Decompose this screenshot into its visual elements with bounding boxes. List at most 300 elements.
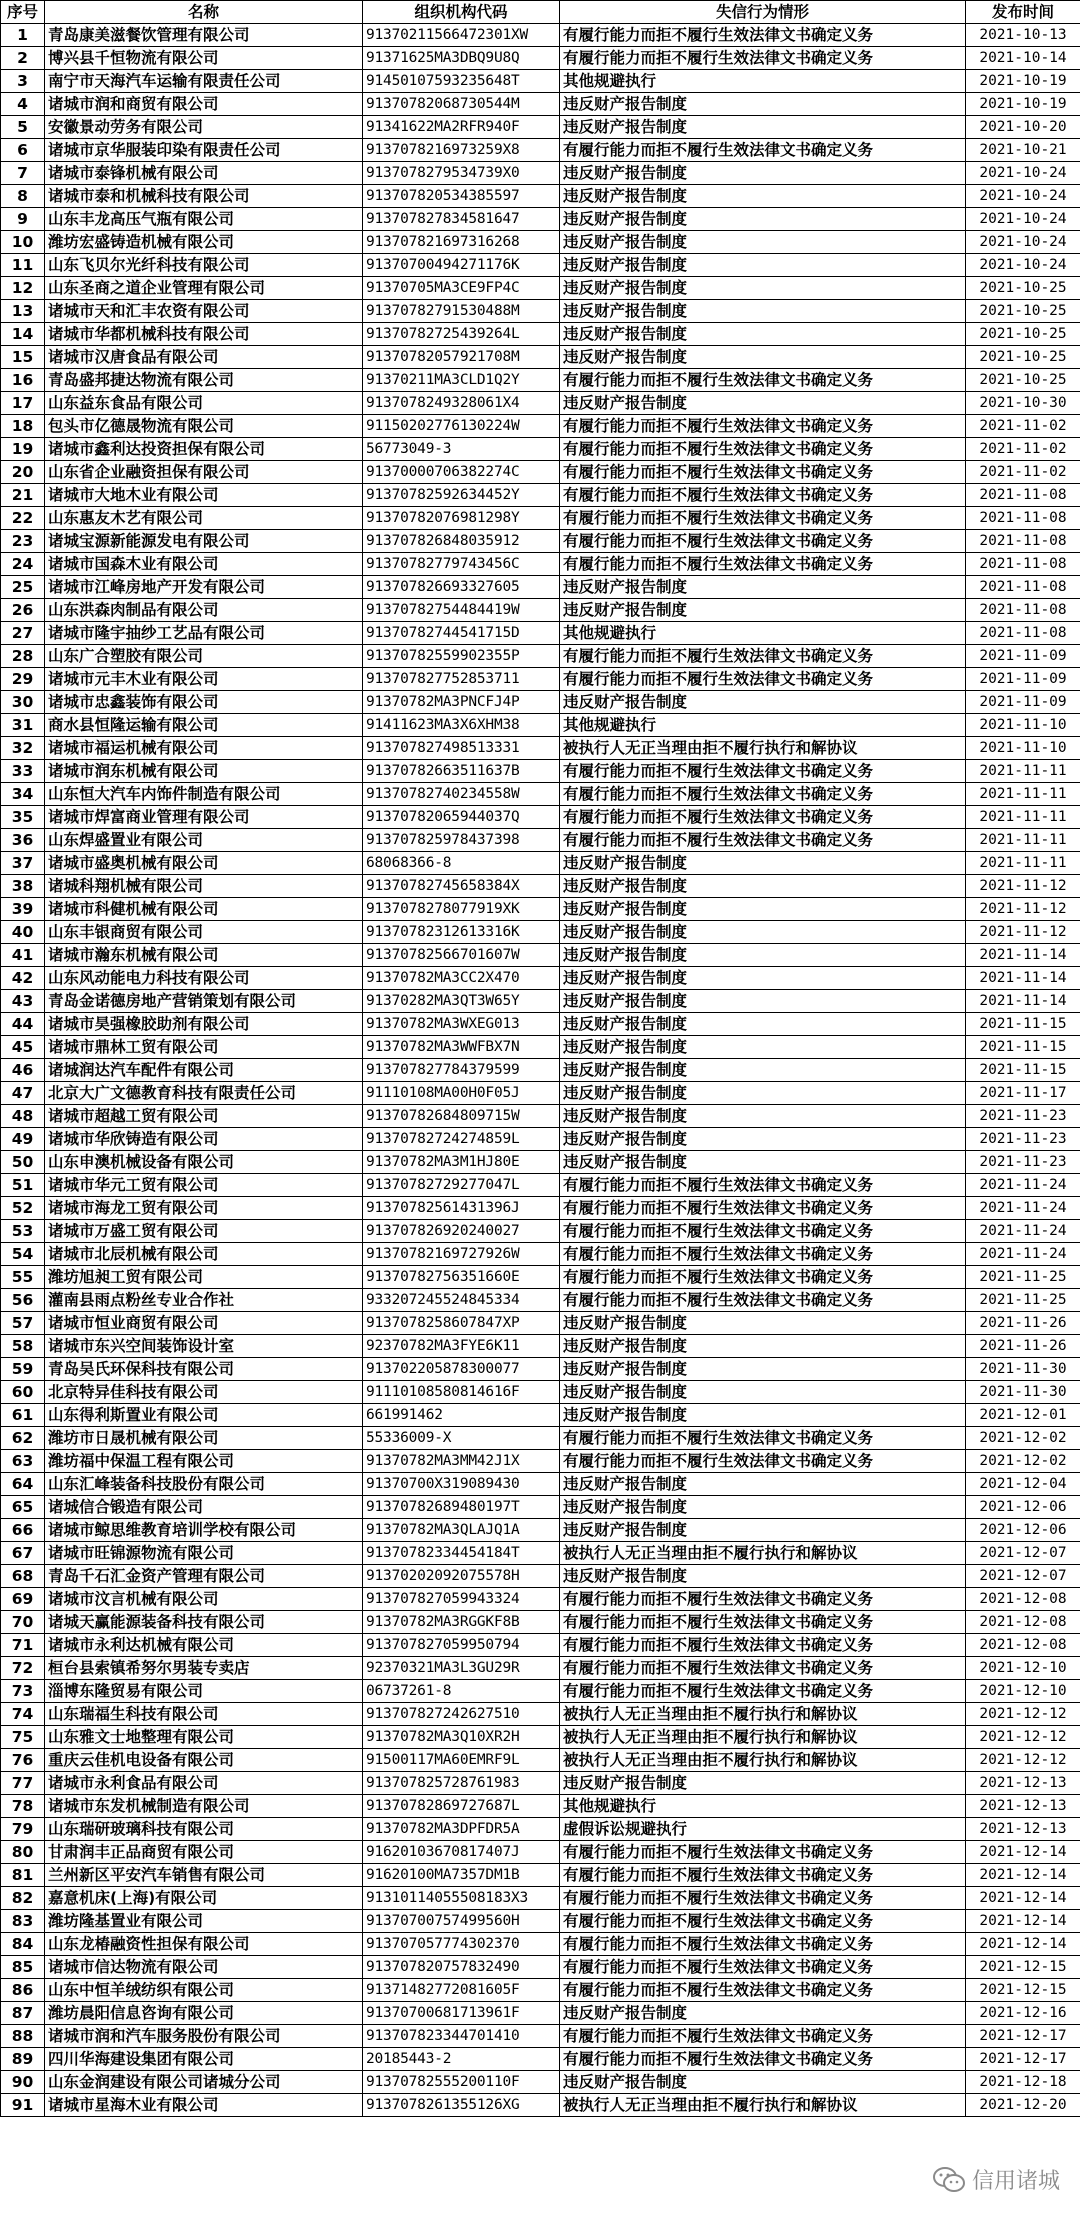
violation-type: 有履行能力而拒不履行生效法律文书确定义务	[560, 1634, 966, 1657]
table-row	[1, 691, 1080, 714]
publish-date: 2021-11-24	[966, 1243, 1080, 1266]
org-code: 91411623MA3X6XHM38	[363, 714, 560, 737]
publish-date: 2021-10-24	[966, 231, 1080, 254]
row-index: 8	[1, 185, 45, 208]
publish-date: 2021-12-08	[966, 1611, 1080, 1634]
org-code: 91310114055508183X3	[363, 1887, 560, 1910]
violation-type: 有履行能力而拒不履行生效法律文书确定义务	[560, 829, 966, 852]
company-name: 诸城市天和汇丰农资有限公司	[45, 300, 363, 323]
company-name: 青岛金诺德房地产营销策划有限公司	[45, 990, 363, 1013]
row-index: 19	[1, 438, 45, 461]
row-index: 50	[1, 1151, 45, 1174]
row-index: 44	[1, 1013, 45, 1036]
row-index: 76	[1, 1749, 45, 1772]
publish-date: 2021-11-02	[966, 438, 1080, 461]
publish-date: 2021-11-11	[966, 829, 1080, 852]
violation-type: 违反财产报告制度	[560, 576, 966, 599]
table-row	[1, 1335, 1080, 1358]
org-code: 913707827059950794	[363, 1634, 560, 1657]
row-index: 9	[1, 208, 45, 231]
company-name: 诸城市华欣铸造有限公司	[45, 1128, 363, 1151]
publish-date: 2021-12-13	[966, 1772, 1080, 1795]
table-row	[1, 392, 1080, 415]
violation-type: 被执行人无正当理由拒不履行执行和解协议	[560, 737, 966, 760]
violation-type: 被执行人无正当理由拒不履行执行和解协议	[560, 1749, 966, 1772]
publish-date: 2021-11-24	[966, 1174, 1080, 1197]
table-row	[1, 1220, 1080, 1243]
table-row	[1, 990, 1080, 1013]
company-name: 青岛康美滋餐饮管理有限公司	[45, 24, 363, 47]
org-code: 91150202776130224W	[363, 415, 560, 438]
table-row	[1, 1381, 1080, 1404]
company-name: 山东风动能电力科技有限公司	[45, 967, 363, 990]
violation-type: 有履行能力而拒不履行生效法律文书确定义务	[560, 484, 966, 507]
header-name: 名称	[45, 1, 363, 24]
publish-date: 2021-11-14	[966, 990, 1080, 1013]
table-row	[1, 1059, 1080, 1082]
violation-type: 违反财产报告制度	[560, 1059, 966, 1082]
company-name: 山东洪森肉制品有限公司	[45, 599, 363, 622]
publish-date: 2021-11-08	[966, 484, 1080, 507]
publish-date: 2021-12-12	[966, 1726, 1080, 1749]
org-code: 913707826848035912	[363, 530, 560, 553]
table-row	[1, 645, 1080, 668]
violation-type: 违反财产报告制度	[560, 1404, 966, 1427]
publish-date: 2021-12-16	[966, 2002, 1080, 2025]
table-row	[1, 921, 1080, 944]
violation-type: 违反财产报告制度	[560, 1082, 966, 1105]
org-code: 91370782MA3DPFDR5A	[363, 1818, 560, 1841]
table-row	[1, 967, 1080, 990]
row-index: 82	[1, 1887, 45, 1910]
table-row	[1, 1358, 1080, 1381]
row-index: 73	[1, 1680, 45, 1703]
table-row	[1, 1795, 1080, 1818]
company-name: 诸城市忠鑫装饰有限公司	[45, 691, 363, 714]
publish-date: 2021-11-15	[966, 1059, 1080, 1082]
publish-date: 2021-10-25	[966, 323, 1080, 346]
company-name: 青岛吴氏环保科技有限公司	[45, 1358, 363, 1381]
violation-type: 被执行人无正当理由拒不履行执行和解协议	[560, 1703, 966, 1726]
row-index: 27	[1, 622, 45, 645]
table-row	[1, 852, 1080, 875]
row-index: 88	[1, 2025, 45, 2048]
table-row	[1, 185, 1080, 208]
org-code: 91370782MA3WWFBX7N	[363, 1036, 560, 1059]
org-code: 91370782729277047L	[363, 1174, 560, 1197]
org-code: 91370782566701607W	[363, 944, 560, 967]
company-name: 北京特异佳科技有限公司	[45, 1381, 363, 1404]
violation-type: 有履行能力而拒不履行生效法律文书确定义务	[560, 1174, 966, 1197]
row-index: 12	[1, 277, 45, 300]
row-index: 35	[1, 806, 45, 829]
table-row	[1, 1013, 1080, 1036]
violation-type: 违反财产报告制度	[560, 1151, 966, 1174]
org-code: 92370321MA3L3GU29R	[363, 1657, 560, 1680]
org-code: 913707827242627510	[363, 1703, 560, 1726]
row-index: 40	[1, 921, 45, 944]
violation-type: 违反财产报告制度	[560, 254, 966, 277]
publish-date: 2021-11-09	[966, 645, 1080, 668]
violation-type: 有履行能力而拒不履行生效法律文书确定义务	[560, 2048, 966, 2071]
org-code: 9137078278077919XK	[363, 898, 560, 921]
org-code: 91370705MA3CE9FP4C	[363, 277, 560, 300]
publish-date: 2021-11-14	[966, 944, 1080, 967]
violation-type: 违反财产报告制度	[560, 967, 966, 990]
violation-type: 违反财产报告制度	[560, 346, 966, 369]
company-name: 诸城天赢能源装备科技有限公司	[45, 1611, 363, 1634]
violation-type: 违反财产报告制度	[560, 1473, 966, 1496]
org-code: 9137078249328061X4	[363, 392, 560, 415]
org-code: 913707827498513331	[363, 737, 560, 760]
row-index: 39	[1, 898, 45, 921]
org-code: 91370000706382274C	[363, 461, 560, 484]
table-row	[1, 898, 1080, 921]
table-row	[1, 737, 1080, 760]
org-code: 91370782MA3Q10XR2H	[363, 1726, 560, 1749]
company-name: 诸城市华元工贸有限公司	[45, 1174, 363, 1197]
publish-date: 2021-11-11	[966, 783, 1080, 806]
company-name: 诸城市福运机械有限公司	[45, 737, 363, 760]
violation-type: 有履行能力而拒不履行生效法律文书确定义务	[560, 1289, 966, 1312]
violation-type: 违反财产报告制度	[560, 300, 966, 323]
company-name: 安徽景动劳务有限公司	[45, 116, 363, 139]
violation-type: 违反财产报告制度	[560, 231, 966, 254]
row-index: 21	[1, 484, 45, 507]
violation-type: 其他规避执行	[560, 70, 966, 93]
row-index: 89	[1, 2048, 45, 2071]
row-index: 87	[1, 2002, 45, 2025]
publish-date: 2021-11-17	[966, 1082, 1080, 1105]
org-code: 91500117MA60EMRF9L	[363, 1749, 560, 1772]
violation-type: 违反财产报告制度	[560, 1772, 966, 1795]
row-index: 52	[1, 1197, 45, 1220]
violation-type: 有履行能力而拒不履行生效法律文书确定义务	[560, 1956, 966, 1979]
publish-date: 2021-10-14	[966, 47, 1080, 70]
company-name: 山东焊盛置业有限公司	[45, 829, 363, 852]
publish-date: 2021-12-17	[966, 2025, 1080, 2048]
org-code: 91370782MA3M1HJ80E	[363, 1151, 560, 1174]
row-index: 62	[1, 1427, 45, 1450]
org-code: 91370700X319089430	[363, 1473, 560, 1496]
company-name: 山东飞贝尔光纤科技有限公司	[45, 254, 363, 277]
violation-type: 有履行能力而拒不履行生效法律文书确定义务	[560, 139, 966, 162]
row-index: 11	[1, 254, 45, 277]
row-index: 68	[1, 1565, 45, 1588]
org-code: 91370782MA3CC2X470	[363, 967, 560, 990]
company-name: 诸城市润东机械有限公司	[45, 760, 363, 783]
publish-date: 2021-10-24	[966, 185, 1080, 208]
table-body	[1, 24, 1080, 2117]
row-index: 38	[1, 875, 45, 898]
org-code: 91450107593235648T	[363, 70, 560, 93]
publish-date: 2021-11-12	[966, 898, 1080, 921]
violation-type: 有履行能力而拒不履行生效法律文书确定义务	[560, 461, 966, 484]
company-name: 诸城信合锻造有限公司	[45, 1496, 363, 1519]
row-index: 1	[1, 24, 45, 47]
table-row	[1, 162, 1080, 185]
publish-date: 2021-11-08	[966, 622, 1080, 645]
violation-type: 违反财产报告制度	[560, 208, 966, 231]
row-index: 60	[1, 1381, 45, 1404]
publish-date: 2021-11-12	[966, 875, 1080, 898]
table-row	[1, 1657, 1080, 1680]
row-index: 48	[1, 1105, 45, 1128]
violation-type: 有履行能力而拒不履行生效法律文书确定义务	[560, 1657, 966, 1680]
table-row	[1, 599, 1080, 622]
row-index: 72	[1, 1657, 45, 1680]
org-code: 91370782744541715D	[363, 622, 560, 645]
publish-date: 2021-10-30	[966, 392, 1080, 415]
publish-date: 2021-12-10	[966, 1657, 1080, 1680]
violation-type: 被执行人无正当理由拒不履行执行和解协议	[560, 2094, 966, 2117]
company-name: 诸城市星海木业有限公司	[45, 2094, 363, 2117]
company-name: 诸城市信达物流有限公司	[45, 1956, 363, 1979]
company-name: 博兴县千恒物流有限公司	[45, 47, 363, 70]
company-name: 诸城市隆宇抽纱工艺品有限公司	[45, 622, 363, 645]
publish-date: 2021-11-15	[966, 1013, 1080, 1036]
publish-date: 2021-11-24	[966, 1220, 1080, 1243]
row-index: 74	[1, 1703, 45, 1726]
table-row	[1, 254, 1080, 277]
publish-date: 2021-11-11	[966, 806, 1080, 829]
company-name: 山东丰龙高压气瓶有限公司	[45, 208, 363, 231]
publish-date: 2021-10-21	[966, 139, 1080, 162]
org-code: 913707823344701410	[363, 2025, 560, 2048]
table-row	[1, 507, 1080, 530]
publish-date: 2021-12-14	[966, 1864, 1080, 1887]
publish-date: 2021-12-13	[966, 1795, 1080, 1818]
row-index: 31	[1, 714, 45, 737]
row-index: 37	[1, 852, 45, 875]
publish-date: 2021-12-12	[966, 1749, 1080, 1772]
violation-type: 有履行能力而拒不履行生效法律文书确定义务	[560, 1933, 966, 1956]
publish-date: 2021-12-08	[966, 1634, 1080, 1657]
row-index: 25	[1, 576, 45, 599]
org-code: 913707820757832490	[363, 1956, 560, 1979]
header-violation: 失信行为情形	[560, 1, 966, 24]
company-name: 诸城润达汽车配件有限公司	[45, 1059, 363, 1082]
publish-date: 2021-12-02	[966, 1427, 1080, 1450]
row-index: 5	[1, 116, 45, 139]
violation-type: 有履行能力而拒不履行生效法律文书确定义务	[560, 1427, 966, 1450]
violation-type: 其他规避执行	[560, 622, 966, 645]
company-name: 诸城市泰和机械科技有限公司	[45, 185, 363, 208]
row-index: 42	[1, 967, 45, 990]
violation-type: 有履行能力而拒不履行生效法律文书确定义务	[560, 47, 966, 70]
table-row	[1, 806, 1080, 829]
company-name: 青岛盛邦捷达物流有限公司	[45, 369, 363, 392]
org-code: 91370202092075578H	[363, 1565, 560, 1588]
company-name: 山东恒大汽车内饰件制造有限公司	[45, 783, 363, 806]
row-index: 20	[1, 461, 45, 484]
company-name: 灌南县雨点粉丝专业合作社	[45, 1289, 363, 1312]
violation-type: 有履行能力而拒不履行生效法律文书确定义务	[560, 553, 966, 576]
org-code: 91370211566472301XW	[363, 24, 560, 47]
org-code: 91370782169727926W	[363, 1243, 560, 1266]
company-name: 兰州新区平安汽车销售有限公司	[45, 1864, 363, 1887]
org-code: 92370782MA3FYE6K11	[363, 1335, 560, 1358]
row-index: 57	[1, 1312, 45, 1335]
publish-date: 2021-12-06	[966, 1519, 1080, 1542]
row-index: 28	[1, 645, 45, 668]
publish-date: 2021-11-08	[966, 507, 1080, 530]
table-row	[1, 1772, 1080, 1795]
table-row	[1, 1933, 1080, 1956]
table-row	[1, 783, 1080, 806]
violation-type: 违反财产报告制度	[560, 944, 966, 967]
wechat-icon	[932, 2165, 966, 2195]
row-index: 3	[1, 70, 45, 93]
company-name: 诸城市海龙工贸有限公司	[45, 1197, 363, 1220]
org-code: 913707827059943324	[363, 1588, 560, 1611]
table-row	[1, 1174, 1080, 1197]
row-index: 14	[1, 323, 45, 346]
org-code: 9137078279534739X0	[363, 162, 560, 185]
violation-type: 违反财产报告制度	[560, 921, 966, 944]
company-name: 诸城市鲸思维教育培训学校有限公司	[45, 1519, 363, 1542]
org-code: 91370782745658384X	[363, 875, 560, 898]
publish-date: 2021-12-14	[966, 1910, 1080, 1933]
org-code: 913707827834581647	[363, 208, 560, 231]
row-index: 43	[1, 990, 45, 1013]
violation-type: 其他规避执行	[560, 1795, 966, 1818]
publish-date: 2021-12-06	[966, 1496, 1080, 1519]
violation-type: 被执行人无正当理由拒不履行执行和解协议	[560, 1726, 966, 1749]
table-row	[1, 2094, 1080, 2117]
table-row	[1, 1197, 1080, 1220]
row-index: 65	[1, 1496, 45, 1519]
company-name: 四川华海建设集团有限公司	[45, 2048, 363, 2071]
org-code: 933207245524845334	[363, 1289, 560, 1312]
company-name: 山东瑞福生科技有限公司	[45, 1703, 363, 1726]
company-name: 诸城市泰锋机械有限公司	[45, 162, 363, 185]
table-row	[1, 1082, 1080, 1105]
publish-date: 2021-12-07	[966, 1542, 1080, 1565]
row-index: 41	[1, 944, 45, 967]
org-code: 56773049-3	[363, 438, 560, 461]
violation-type: 违反财产报告制度	[560, 1013, 966, 1036]
violation-type: 有履行能力而拒不履行生效法律文书确定义务	[560, 415, 966, 438]
org-code: 913707821697316268	[363, 231, 560, 254]
row-index: 32	[1, 737, 45, 760]
org-code: 661991462	[363, 1404, 560, 1427]
table-row	[1, 2071, 1080, 2094]
table-row	[1, 438, 1080, 461]
company-name: 重庆云佳机电设备有限公司	[45, 1749, 363, 1772]
table-row	[1, 944, 1080, 967]
row-index: 59	[1, 1358, 45, 1381]
table-row	[1, 484, 1080, 507]
org-code: 9137078216973259X8	[363, 139, 560, 162]
publish-date: 2021-12-14	[966, 1933, 1080, 1956]
row-index: 79	[1, 1818, 45, 1841]
violation-type: 违反财产报告制度	[560, 162, 966, 185]
table-row	[1, 1151, 1080, 1174]
company-name: 诸城市鑫利达投资担保有限公司	[45, 438, 363, 461]
violation-type: 违反财产报告制度	[560, 599, 966, 622]
violation-type: 有履行能力而拒不履行生效法律文书确定义务	[560, 645, 966, 668]
publish-date: 2021-10-20	[966, 116, 1080, 139]
row-index: 51	[1, 1174, 45, 1197]
org-code: 9137078258607847XP	[363, 1312, 560, 1335]
violation-type: 违反财产报告制度	[560, 990, 966, 1013]
violation-type: 被执行人无正当理由拒不履行执行和解协议	[560, 1542, 966, 1565]
publish-date: 2021-11-11	[966, 852, 1080, 875]
row-index: 16	[1, 369, 45, 392]
org-code: 91370782MA3MM42J1X	[363, 1450, 560, 1473]
row-index: 13	[1, 300, 45, 323]
row-index: 10	[1, 231, 45, 254]
table-row	[1, 415, 1080, 438]
company-name: 诸城市旺锦源物流有限公司	[45, 1542, 363, 1565]
company-name: 诸城市永利达机械有限公司	[45, 1634, 363, 1657]
violation-type: 违反财产报告制度	[560, 323, 966, 346]
row-index: 45	[1, 1036, 45, 1059]
company-name: 山东圣商之道企业管理有限公司	[45, 277, 363, 300]
publish-date: 2021-12-08	[966, 1588, 1080, 1611]
violation-type: 有履行能力而拒不履行生效法律文书确定义务	[560, 2025, 966, 2048]
row-index: 53	[1, 1220, 45, 1243]
table-row	[1, 553, 1080, 576]
table-row	[1, 208, 1080, 231]
org-code: 91620103670817407J	[363, 1841, 560, 1864]
org-code: 91370782561431396J	[363, 1197, 560, 1220]
org-code: 91370782MA3RGGKF8B	[363, 1611, 560, 1634]
company-name: 包头市亿德晟物流有限公司	[45, 415, 363, 438]
table-row	[1, 2002, 1080, 2025]
table-row	[1, 1450, 1080, 1473]
row-index: 63	[1, 1450, 45, 1473]
row-index: 54	[1, 1243, 45, 1266]
violation-type: 违反财产报告制度	[560, 1519, 966, 1542]
table-row	[1, 1818, 1080, 1841]
violation-type: 有履行能力而拒不履行生效法律文书确定义务	[560, 1680, 966, 1703]
org-code: 91370782076981298Y	[363, 507, 560, 530]
table-row	[1, 1473, 1080, 1496]
org-code: 91370782740234558W	[363, 783, 560, 806]
org-code: 91370782334454184T	[363, 1542, 560, 1565]
publish-date: 2021-11-23	[966, 1128, 1080, 1151]
org-code: 91370782068730544M	[363, 93, 560, 116]
org-code: 91370211MA3CLD1Q2Y	[363, 369, 560, 392]
row-index: 71	[1, 1634, 45, 1657]
table-row	[1, 1312, 1080, 1335]
org-code: 91370782791530488M	[363, 300, 560, 323]
table-row	[1, 1266, 1080, 1289]
table-row	[1, 24, 1080, 47]
header-org-code: 组织机构代码	[363, 1, 560, 24]
table-row	[1, 231, 1080, 254]
org-code: 91370782065944037Q	[363, 806, 560, 829]
publish-date: 2021-10-24	[966, 162, 1080, 185]
violation-type: 有履行能力而拒不履行生效法律文书确定义务	[560, 806, 966, 829]
org-code: 91370282MA3QT3W65Y	[363, 990, 560, 1013]
org-code: 91370700681713961F	[363, 2002, 560, 2025]
publish-date: 2021-12-07	[966, 1565, 1080, 1588]
violation-type: 有履行能力而拒不履行生效法律文书确定义务	[560, 1266, 966, 1289]
publish-date: 2021-11-11	[966, 760, 1080, 783]
row-index: 47	[1, 1082, 45, 1105]
org-code: 91110108580814616F	[363, 1381, 560, 1404]
table-row	[1, 1496, 1080, 1519]
table-row	[1, 1979, 1080, 2002]
org-code: 06737261-8	[363, 1680, 560, 1703]
row-index: 34	[1, 783, 45, 806]
violation-type: 有履行能力而拒不履行生效法律文书确定义务	[560, 1611, 966, 1634]
publish-date: 2021-10-19	[966, 93, 1080, 116]
company-name: 桓台县索镇希努尔男装专卖店	[45, 1657, 363, 1680]
